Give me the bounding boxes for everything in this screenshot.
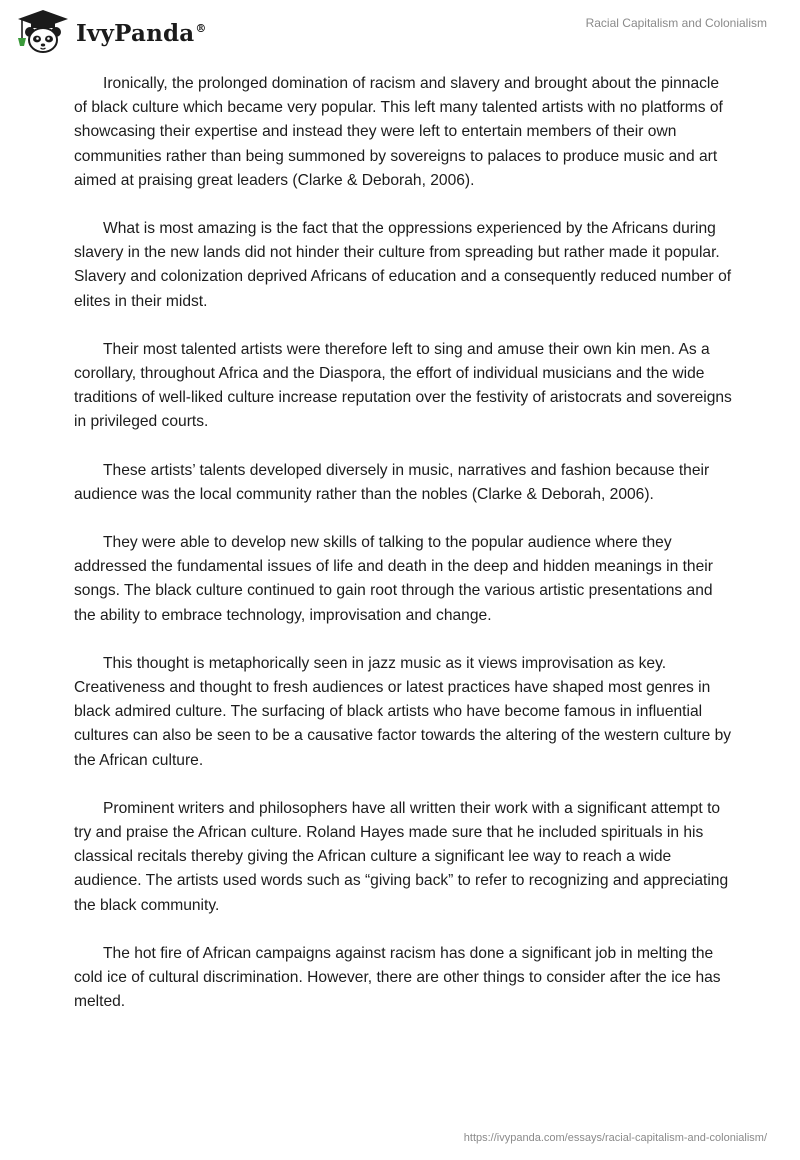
source-url[interactable]: https://ivypanda.com/essays/racial-capitalism-and-colonialism/ [463,1132,767,1144]
brand-name: IvyPanda® [76,19,207,47]
ivypanda-logo[interactable] [14,8,207,54]
paragraph: The hot fire of African campaigns against racism has done a significant job in melting the cold ice of cultural discrimination. However, there are other things to consider after the ice has melted. [74,944,721,1011]
page-header [0,0,800,64]
paragraph: Prominent writers and philosophers have all written their work with a significant attempt to try and praise the African culture. Roland Hayes made sure that he included spirituals in his classical recitals thereby giving the African culture a significant lee way to reach a wide audience. The artists used words such as “giving back” to refer to recognizing and appreciating the black community. [74,799,729,914]
paragraph: What is most amazing is the fact that the oppressions experienced by the Africans during slavery in the new lands did not hinder their culture from spreading but rather made it popular. Slavery and colonization deprived Africans of education and a consequently reduced number of elites in their midst. [74,220,732,310]
paragraph: They were able to develop new skills of talking to the popular audience where they addressed the fundamental issues of life and death in the deep and hidden meanings in their songs. The black culture continued to gain root through the various artistic presentations and the ability to embrace technology, improvisation and change. [74,534,713,624]
essay-body [74,72,734,1039]
paragraph: Ironically, the prolonged domination of racism and slavery and brought about the pinnacle of black culture which became very popular. This left many talented artists with no platforms of showcasing their expertise and instead they were left to entertain members of their own communities rather than being summoned by sovereigns to palaces to produce music and art aimed at praising great leaders (Clarke & Deborah, 2006). [74,75,723,189]
paragraph: Their most talented artists were therefore left to sing and amuse their own kin men. As a corollary, throughout Africa and the Diaspora, the effort of individual musicians and the wide traditions of well-liked culture increase reputation over the festivity of aristocrats and sovereigns in privileged courts. [74,340,732,431]
registered-mark: ® [195,21,207,35]
paragraph: This thought is metaphorically seen in jazz music as it views improvisation as key. Creativeness and thought to fresh audiences or latest practices have shaped most genres in black admired culture. The surfacing of black artists who have become famous in influential cultures can also be seen to be a causative factor towards the altering of the western culture by the African culture. [74,654,732,769]
paragraph: These artists’ talents developed diversely in music, narratives and fashion because their audience was the local community rather than the nobles (Clarke & Deborah, 2006). [74,461,710,503]
panda-graduate-icon [14,8,72,54]
document-title: Racial Capitalism and Colonialism [585,16,767,30]
